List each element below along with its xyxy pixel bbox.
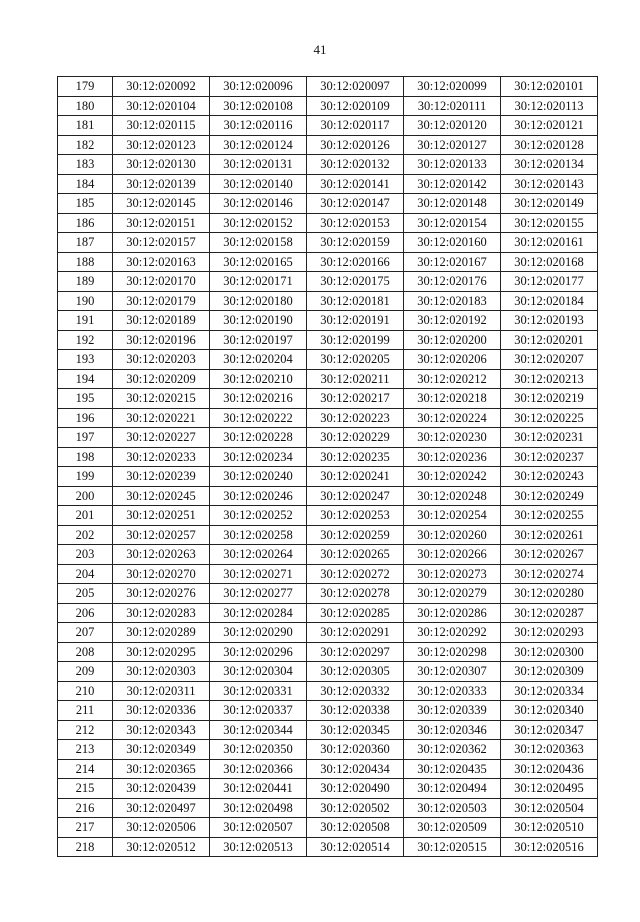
cadastral-number-cell: 30:12:020347: [501, 720, 598, 740]
cadastral-number-cell: 30:12:020435: [404, 759, 501, 779]
row-number-cell: 217: [58, 818, 113, 838]
table-row: [58, 798, 598, 818]
cadastral-number-cell: 30:12:020168: [501, 252, 598, 272]
cadastral-number-cell: 30:12:020334: [501, 681, 598, 701]
table-body: [58, 77, 598, 857]
cadastral-number-cell: 30:12:020199: [307, 330, 404, 350]
cadastral-number-cell: 30:12:020230: [404, 428, 501, 448]
cadastral-number-cell: 30:12:020154: [404, 213, 501, 233]
cadastral-number-cell: 30:12:020255: [501, 506, 598, 526]
cadastral-number-cell: 30:12:020434: [307, 759, 404, 779]
row-number-cell: 211: [58, 701, 113, 721]
cadastral-number-cell: 30:12:020181: [307, 291, 404, 311]
table-row: [58, 291, 598, 311]
row-number-cell: 192: [58, 330, 113, 350]
table-row: [58, 545, 598, 565]
cadastral-number-cell: 30:12:020338: [307, 701, 404, 721]
cadastral-number-cell: 30:12:020260: [404, 525, 501, 545]
cadastral-number-cell: 30:12:020222: [210, 408, 307, 428]
cadastral-number-cell: 30:12:020096: [210, 77, 307, 97]
cadastral-number-cell: 30:12:020339: [404, 701, 501, 721]
cadastral-number-cell: 30:12:020280: [501, 584, 598, 604]
cadastral-number-cell: 30:12:020206: [404, 350, 501, 370]
cadastral-number-cell: 30:12:020283: [113, 603, 210, 623]
row-number-cell: 208: [58, 642, 113, 662]
cadastral-number-cell: 30:12:020497: [113, 798, 210, 818]
cadastral-number-cell: 30:12:020291: [307, 623, 404, 643]
cadastral-number-cell: 30:12:020191: [307, 311, 404, 331]
cadastral-number-cell: 30:12:020259: [307, 525, 404, 545]
cadastral-number-cell: 30:12:020507: [210, 818, 307, 838]
cadastral-number-cell: 30:12:020249: [501, 486, 598, 506]
cadastral-number-cell: 30:12:020243: [501, 467, 598, 487]
cadastral-number-cell: 30:12:020183: [404, 291, 501, 311]
cadastral-number-cell: 30:12:020331: [210, 681, 307, 701]
cadastral-number-cell: 30:12:020130: [113, 155, 210, 175]
table-row: [58, 135, 598, 155]
row-number-cell: 186: [58, 213, 113, 233]
cadastral-number-cell: 30:12:020263: [113, 545, 210, 565]
cadastral-number-cell: 30:12:020252: [210, 506, 307, 526]
table-row: [58, 740, 598, 760]
cadastral-number-cell: 30:12:020251: [113, 506, 210, 526]
cadastral-number-cell: 30:12:020300: [501, 642, 598, 662]
cadastral-number-cell: 30:12:020121: [501, 116, 598, 136]
cadastral-number-cell: 30:12:020131: [210, 155, 307, 175]
cadastral-number-cell: 30:12:020513: [210, 837, 307, 857]
cadastral-number-cell: 30:12:020158: [210, 233, 307, 253]
cadastral-number-cell: 30:12:020097: [307, 77, 404, 97]
cadastral-number-cell: 30:12:020273: [404, 564, 501, 584]
cadastral-number-cell: 30:12:020254: [404, 506, 501, 526]
table-row: [58, 77, 598, 97]
cadastral-number-cell: 30:12:020295: [113, 642, 210, 662]
cadastral-number-cell: 30:12:020143: [501, 174, 598, 194]
row-number-cell: 190: [58, 291, 113, 311]
cadastral-number-cell: 30:12:020204: [210, 350, 307, 370]
cadastral-number-cell: 30:12:020215: [113, 389, 210, 409]
row-number-cell: 204: [58, 564, 113, 584]
table-row: [58, 506, 598, 526]
cadastral-number-cell: 30:12:020210: [210, 369, 307, 389]
cadastral-number-cell: 30:12:020152: [210, 213, 307, 233]
cadastral-number-cell: 30:12:020336: [113, 701, 210, 721]
cadastral-number-cell: 30:12:020298: [404, 642, 501, 662]
cadastral-number-cell: 30:12:020290: [210, 623, 307, 643]
row-number-cell: 188: [58, 252, 113, 272]
cadastral-number-cell: 30:12:020490: [307, 779, 404, 799]
cadastral-number-cell: 30:12:020175: [307, 272, 404, 292]
cadastral-number-cell: 30:12:020276: [113, 584, 210, 604]
table-row: [58, 662, 598, 682]
cadastral-number-cell: 30:12:020207: [501, 350, 598, 370]
cadastral-number-cell: 30:12:020117: [307, 116, 404, 136]
cadastral-number-cell: 30:12:020515: [404, 837, 501, 857]
table-row: [58, 408, 598, 428]
row-number-cell: 193: [58, 350, 113, 370]
row-number-cell: 197: [58, 428, 113, 448]
table-row: [58, 174, 598, 194]
cadastral-number-cell: 30:12:020266: [404, 545, 501, 565]
cadastral-number-cell: 30:12:020504: [501, 798, 598, 818]
cadastral-number-cell: 30:12:020180: [210, 291, 307, 311]
cadastral-number-cell: 30:12:020151: [113, 213, 210, 233]
cadastral-number-cell: 30:12:020120: [404, 116, 501, 136]
cadastral-number-cell: 30:12:020278: [307, 584, 404, 604]
cadastral-number-cell: 30:12:020193: [501, 311, 598, 331]
cadastral-number-cell: 30:12:020293: [501, 623, 598, 643]
cadastral-number-cell: 30:12:020132: [307, 155, 404, 175]
cadastral-number-cell: 30:12:020436: [501, 759, 598, 779]
table-row: [58, 330, 598, 350]
cadastral-number-cell: 30:12:020148: [404, 194, 501, 214]
table-row: [58, 603, 598, 623]
row-number-cell: 216: [58, 798, 113, 818]
cadastral-number-cell: 30:12:020139: [113, 174, 210, 194]
row-number-cell: 210: [58, 681, 113, 701]
row-number-cell: 209: [58, 662, 113, 682]
cadastral-number-cell: 30:12:020247: [307, 486, 404, 506]
cadastral-number-cell: 30:12:020231: [501, 428, 598, 448]
cadastral-number-cell: 30:12:020108: [210, 96, 307, 116]
cadastral-number-cell: 30:12:020213: [501, 369, 598, 389]
table-row: [58, 779, 598, 799]
cadastral-number-cell: 30:12:020441: [210, 779, 307, 799]
cadastral-number-cell: 30:12:020145: [113, 194, 210, 214]
row-number-cell: 218: [58, 837, 113, 857]
cadastral-number-cell: 30:12:020099: [404, 77, 501, 97]
cadastral-number-cell: 30:12:020225: [501, 408, 598, 428]
cadastral-number-cell: 30:12:020512: [113, 837, 210, 857]
table-row: [58, 252, 598, 272]
row-number-cell: 180: [58, 96, 113, 116]
cadastral-number-cell: 30:12:020439: [113, 779, 210, 799]
cadastral-number-cell: 30:12:020506: [113, 818, 210, 838]
cadastral-number-cell: 30:12:020126: [307, 135, 404, 155]
table-row: [58, 155, 598, 175]
cadastral-number-cell: 30:12:020261: [501, 525, 598, 545]
cadastral-number-cell: 30:12:020343: [113, 720, 210, 740]
cadastral-number-cell: 30:12:020360: [307, 740, 404, 760]
row-number-cell: 191: [58, 311, 113, 331]
cadastral-number-cell: 30:12:020229: [307, 428, 404, 448]
cadastral-number-cell: 30:12:020287: [501, 603, 598, 623]
row-number-cell: 205: [58, 584, 113, 604]
table-row: [58, 213, 598, 233]
table-row: [58, 525, 598, 545]
table-row: [58, 194, 598, 214]
cadastral-number-cell: 30:12:020304: [210, 662, 307, 682]
cadastral-number-cell: 30:12:020502: [307, 798, 404, 818]
cadastral-number-cell: 30:12:020157: [113, 233, 210, 253]
row-number-cell: 206: [58, 603, 113, 623]
cadastral-number-cell: 30:12:020227: [113, 428, 210, 448]
cadastral-number-cell: 30:12:020109: [307, 96, 404, 116]
cadastral-number-cell: 30:12:020246: [210, 486, 307, 506]
cadastral-number-cell: 30:12:020337: [210, 701, 307, 721]
cadastral-number-cell: 30:12:020128: [501, 135, 598, 155]
cadastral-table: [57, 76, 598, 857]
cadastral-number-cell: 30:12:020305: [307, 662, 404, 682]
cadastral-number-cell: 30:12:020264: [210, 545, 307, 565]
row-number-cell: 215: [58, 779, 113, 799]
cadastral-number-cell: 30:12:020350: [210, 740, 307, 760]
cadastral-number-cell: 30:12:020344: [210, 720, 307, 740]
cadastral-number-cell: 30:12:020242: [404, 467, 501, 487]
cadastral-number-cell: 30:12:020147: [307, 194, 404, 214]
page-number: 41: [313, 42, 327, 57]
cadastral-number-cell: 30:12:020289: [113, 623, 210, 643]
cadastral-number-cell: 30:12:020258: [210, 525, 307, 545]
cadastral-number-cell: 30:12:020228: [210, 428, 307, 448]
cadastral-number-cell: 30:12:020196: [113, 330, 210, 350]
cadastral-number-cell: 30:12:020092: [113, 77, 210, 97]
table-row: [58, 428, 598, 448]
row-number-cell: 203: [58, 545, 113, 565]
row-number-cell: 185: [58, 194, 113, 214]
cadastral-number-cell: 30:12:020201: [501, 330, 598, 350]
cadastral-number-cell: 30:12:020155: [501, 213, 598, 233]
table-row: [58, 759, 598, 779]
cadastral-number-cell: 30:12:020346: [404, 720, 501, 740]
table-row: [58, 350, 598, 370]
cadastral-number-cell: 30:12:020270: [113, 564, 210, 584]
cadastral-number-cell: 30:12:020272: [307, 564, 404, 584]
cadastral-number-cell: 30:12:020146: [210, 194, 307, 214]
cadastral-number-cell: 30:12:020503: [404, 798, 501, 818]
cadastral-number-cell: 30:12:020101: [501, 77, 598, 97]
table-row: [58, 701, 598, 721]
cadastral-number-cell: 30:12:020332: [307, 681, 404, 701]
cadastral-number-cell: 30:12:020221: [113, 408, 210, 428]
cadastral-number-cell: 30:12:020127: [404, 135, 501, 155]
cadastral-number-cell: 30:12:020104: [113, 96, 210, 116]
row-number-cell: 207: [58, 623, 113, 643]
cadastral-number-cell: 30:12:020245: [113, 486, 210, 506]
row-number-cell: 189: [58, 272, 113, 292]
table-row: [58, 116, 598, 136]
cadastral-number-cell: 30:12:020116: [210, 116, 307, 136]
cadastral-number-cell: 30:12:020190: [210, 311, 307, 331]
cadastral-number-cell: 30:12:020284: [210, 603, 307, 623]
cadastral-number-cell: 30:12:020142: [404, 174, 501, 194]
cadastral-number-cell: 30:12:020160: [404, 233, 501, 253]
cadastral-number-cell: 30:12:020141: [307, 174, 404, 194]
cadastral-number-cell: 30:12:020279: [404, 584, 501, 604]
cadastral-number-cell: 30:12:020219: [501, 389, 598, 409]
table-row: [58, 720, 598, 740]
cadastral-number-cell: 30:12:020257: [113, 525, 210, 545]
cadastral-number-cell: 30:12:020510: [501, 818, 598, 838]
cadastral-number-cell: 30:12:020286: [404, 603, 501, 623]
table-row: [58, 642, 598, 662]
row-number-cell: 187: [58, 233, 113, 253]
cadastral-number-cell: 30:12:020216: [210, 389, 307, 409]
cadastral-number-cell: 30:12:020267: [501, 545, 598, 565]
cadastral-number-cell: 30:12:020277: [210, 584, 307, 604]
cadastral-number-cell: 30:12:020149: [501, 194, 598, 214]
cadastral-number-cell: 30:12:020239: [113, 467, 210, 487]
cadastral-number-cell: 30:12:020113: [501, 96, 598, 116]
cadastral-number-cell: 30:12:020161: [501, 233, 598, 253]
cadastral-number-cell: 30:12:020167: [404, 252, 501, 272]
cadastral-number-cell: 30:12:020296: [210, 642, 307, 662]
cadastral-number-cell: 30:12:020253: [307, 506, 404, 526]
cadastral-number-cell: 30:12:020366: [210, 759, 307, 779]
cadastral-number-cell: 30:12:020176: [404, 272, 501, 292]
cadastral-number-cell: 30:12:020365: [113, 759, 210, 779]
table-row: [58, 447, 598, 467]
cadastral-number-cell: 30:12:020177: [501, 272, 598, 292]
cadastral-number-cell: 30:12:020159: [307, 233, 404, 253]
table-row: [58, 311, 598, 331]
row-number-cell: 179: [58, 77, 113, 97]
row-number-cell: 184: [58, 174, 113, 194]
table-row: [58, 681, 598, 701]
row-number-cell: 196: [58, 408, 113, 428]
row-number-cell: 194: [58, 369, 113, 389]
cadastral-number-cell: 30:12:020134: [501, 155, 598, 175]
table-row: [58, 564, 598, 584]
row-number-cell: 181: [58, 116, 113, 136]
cadastral-number-cell: 30:12:020205: [307, 350, 404, 370]
cadastral-number-cell: 30:12:020237: [501, 447, 598, 467]
cadastral-number-cell: 30:12:020333: [404, 681, 501, 701]
cadastral-number-cell: 30:12:020363: [501, 740, 598, 760]
cadastral-number-cell: 30:12:020211: [307, 369, 404, 389]
cadastral-number-cell: 30:12:020189: [113, 311, 210, 331]
table-row: [58, 272, 598, 292]
cadastral-number-cell: 30:12:020184: [501, 291, 598, 311]
cadastral-number-cell: 30:12:020307: [404, 662, 501, 682]
table-row: [58, 467, 598, 487]
cadastral-number-cell: 30:12:020274: [501, 564, 598, 584]
cadastral-number-cell: 30:12:020218: [404, 389, 501, 409]
cadastral-number-cell: 30:12:020345: [307, 720, 404, 740]
cadastral-number-cell: 30:12:020170: [113, 272, 210, 292]
cadastral-number-cell: 30:12:020153: [307, 213, 404, 233]
row-number-cell: 212: [58, 720, 113, 740]
cadastral-number-cell: 30:12:020349: [113, 740, 210, 760]
row-number-cell: 201: [58, 506, 113, 526]
row-number-cell: 198: [58, 447, 113, 467]
cadastral-number-cell: 30:12:020498: [210, 798, 307, 818]
cadastral-number-cell: 30:12:020303: [113, 662, 210, 682]
table-row: [58, 818, 598, 838]
cadastral-number-cell: 30:12:020209: [113, 369, 210, 389]
table-row: [58, 96, 598, 116]
row-number-cell: 202: [58, 525, 113, 545]
cadastral-number-cell: 30:12:020179: [113, 291, 210, 311]
cadastral-number-cell: 30:12:020115: [113, 116, 210, 136]
cadastral-number-cell: 30:12:020236: [404, 447, 501, 467]
table-row: [58, 369, 598, 389]
row-number-cell: 214: [58, 759, 113, 779]
table-row: [58, 584, 598, 604]
cadastral-number-cell: 30:12:020495: [501, 779, 598, 799]
cadastral-number-cell: 30:12:020223: [307, 408, 404, 428]
cadastral-number-cell: 30:12:020271: [210, 564, 307, 584]
cadastral-number-cell: 30:12:020235: [307, 447, 404, 467]
cadastral-number-cell: 30:12:020197: [210, 330, 307, 350]
cadastral-number-cell: 30:12:020285: [307, 603, 404, 623]
cadastral-number-cell: 30:12:020514: [307, 837, 404, 857]
cadastral-number-cell: 30:12:020248: [404, 486, 501, 506]
row-number-cell: 182: [58, 135, 113, 155]
row-number-cell: 200: [58, 486, 113, 506]
cadastral-number-cell: 30:12:020192: [404, 311, 501, 331]
cadastral-number-cell: 30:12:020163: [113, 252, 210, 272]
cadastral-number-cell: 30:12:020362: [404, 740, 501, 760]
cadastral-number-cell: 30:12:020340: [501, 701, 598, 721]
table-row: [58, 486, 598, 506]
cadastral-number-cell: 30:12:020212: [404, 369, 501, 389]
cadastral-number-cell: 30:12:020166: [307, 252, 404, 272]
cadastral-number-cell: 30:12:020292: [404, 623, 501, 643]
cadastral-number-cell: 30:12:020233: [113, 447, 210, 467]
cadastral-number-cell: 30:12:020265: [307, 545, 404, 565]
cadastral-number-cell: 30:12:020241: [307, 467, 404, 487]
row-number-cell: 199: [58, 467, 113, 487]
cadastral-number-cell: 30:12:020311: [113, 681, 210, 701]
cadastral-number-cell: 30:12:020297: [307, 642, 404, 662]
cadastral-number-cell: 30:12:020234: [210, 447, 307, 467]
cadastral-number-cell: 30:12:020111: [404, 96, 501, 116]
cadastral-number-cell: 30:12:020171: [210, 272, 307, 292]
cadastral-number-cell: 30:12:020200: [404, 330, 501, 350]
cadastral-number-cell: 30:12:020203: [113, 350, 210, 370]
cadastral-number-cell: 30:12:020509: [404, 818, 501, 838]
cadastral-number-cell: 30:12:020217: [307, 389, 404, 409]
cadastral-number-cell: 30:12:020516: [501, 837, 598, 857]
cadastral-number-cell: 30:12:020240: [210, 467, 307, 487]
cadastral-number-cell: 30:12:020508: [307, 818, 404, 838]
row-number-cell: 195: [58, 389, 113, 409]
cadastral-number-cell: 30:12:020140: [210, 174, 307, 194]
table-row: [58, 623, 598, 643]
cadastral-number-cell: 30:12:020133: [404, 155, 501, 175]
table-row: [58, 837, 598, 857]
row-number-cell: 183: [58, 155, 113, 175]
cadastral-number-cell: 30:12:020165: [210, 252, 307, 272]
table-row: [58, 233, 598, 253]
cadastral-number-cell: 30:12:020123: [113, 135, 210, 155]
row-number-cell: 213: [58, 740, 113, 760]
cadastral-number-cell: 30:12:020494: [404, 779, 501, 799]
cadastral-number-cell: 30:12:020124: [210, 135, 307, 155]
cadastral-number-cell: 30:12:020224: [404, 408, 501, 428]
table-row: [58, 389, 598, 409]
cadastral-number-cell: 30:12:020309: [501, 662, 598, 682]
